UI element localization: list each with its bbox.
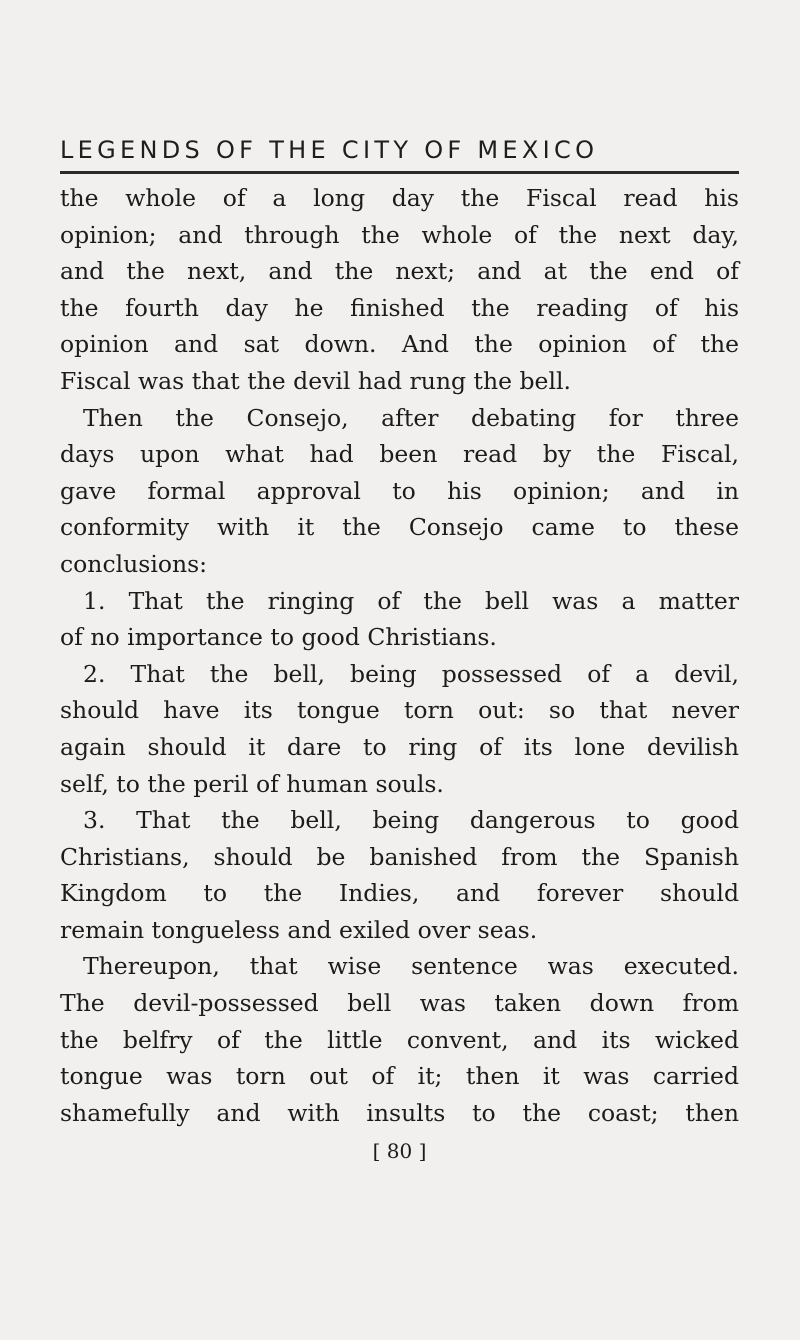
text-line: and the next, and the next; and at the end of xyxy=(60,257,739,286)
text-line: tongue was torn out of it; then it was carried xyxy=(60,1062,739,1091)
text-line: 1. That the ringing of the bell was a matter xyxy=(83,586,739,615)
text-line: the fourth day he finished the reading of his xyxy=(60,293,739,322)
text-line: the belfry of the little convent, and its wicked xyxy=(60,1025,739,1054)
text-line: remain tongueless and exiled over seas. xyxy=(60,915,538,944)
book-page xyxy=(60,0,740,1340)
text-line: Kingdom to the Indies, and forever should xyxy=(60,879,739,908)
text-line: opinion; and through the whole of the next day, xyxy=(60,220,739,249)
text-line: should have its tongue torn out: so that never xyxy=(60,696,739,725)
text-line: shamefully and with insults to the coast; then xyxy=(60,1098,739,1127)
header-rule xyxy=(60,171,739,174)
page-number: [ 80 ] xyxy=(372,1139,427,1163)
text-line: conclusions: xyxy=(60,549,208,578)
text-line: self, to the peril of human souls. xyxy=(60,769,444,798)
text-line: conformity with it the Consejo came to these xyxy=(60,513,739,542)
text-line: The devil-possessed bell was taken down from xyxy=(60,989,739,1018)
text-line: of no importance to good Christians. xyxy=(60,623,497,652)
text-line: Christians, should be banished from the Spanish xyxy=(60,842,739,871)
text-line: gave formal approval to his opinion; and in xyxy=(60,476,739,505)
text-line: 3. That the bell, being dangerous to good xyxy=(83,806,739,835)
text-line: days upon what had been read by the Fiscal, xyxy=(60,440,739,469)
body-text xyxy=(60,180,739,1131)
text-line: Then the Consejo, after debating for three xyxy=(83,403,739,432)
text-line: Thereupon, that wise sentence was executed. xyxy=(83,952,739,981)
text-line: opinion and sat down. And the opinion of the xyxy=(60,330,739,359)
running-head: LEGENDS OF THE CITY OF MEXICO xyxy=(60,136,599,164)
text-line: Fiscal was that the devil had rung the bell. xyxy=(60,366,571,395)
text-line: again should it dare to ring of its lone devilish xyxy=(60,732,739,761)
text-line: 2. That the bell, being possessed of a devil, xyxy=(83,659,739,688)
text-line: the whole of a long day the Fiscal read his xyxy=(60,184,739,212)
